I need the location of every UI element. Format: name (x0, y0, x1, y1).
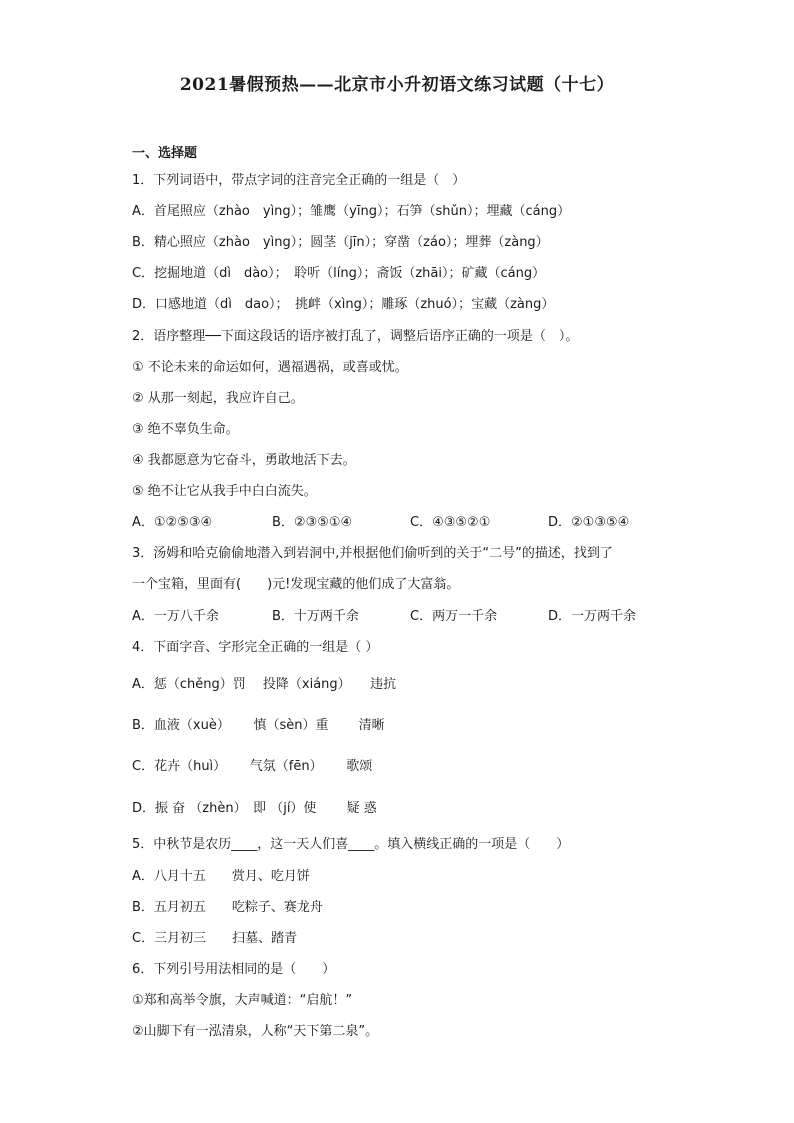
question-3-option-c: C．两万一千余 (410, 609, 498, 624)
question-5-stem: 5．中秋节是农历____，这一天人们喜____。填入横线正确的一项是（ ） (132, 837, 570, 852)
section-heading: 一、选择题 (132, 146, 198, 161)
question-6-stem: 6．下列引号用法相同的是（ ） (132, 962, 336, 977)
question-3-stem-line-1: 3．汤姆和哈克偷偷地潜入到岩洞中,并根据他们偷听到的关于“二号”的描述，找到了 (132, 546, 613, 561)
page-title: 2021暑假预热——北京市小升初语文练习试题（十七） (179, 75, 615, 95)
question-5-option-a: A．八月十五 赏月、吃月饼 (132, 869, 310, 884)
question-1-stem: 1．下列词语中，带点字词的注音完全正确的一组是（ ） (132, 173, 466, 188)
question-4-option-a: A．惩（chěng）罚 投降（xiáng） 违抗 (132, 677, 397, 692)
question-4-stem: 4．下面字音、字形完全正确的一组是（ ） (132, 640, 379, 655)
question-3-option-d: D．一万两千余 (548, 609, 637, 624)
question-2-option-d: D．②①③⑤④ (548, 515, 630, 530)
question-3-option-b: B．十万两千余 (272, 609, 359, 624)
question-2-stem: 2．语序整理──下面这段话的语序被打乱了，调整后语序正确的一项是（ ）。 (132, 329, 579, 344)
question-2-item-2: ② 从那一刻起，我应许自己。 (132, 391, 304, 406)
question-2-option-c: C．④③⑤②① (410, 515, 491, 530)
question-1-option-a: A．首尾照应（zhào yìng）；雏鹰（yīng）；石笋（shǔn）；埋藏（cáng） (132, 204, 571, 219)
question-2-option-b: B．②③⑤①④ (272, 515, 353, 530)
question-2-item-5: ⑤ 绝不让它从我手中白白流失。 (132, 484, 317, 499)
question-6-item-1: ①郑和高举令旗，大声喊道：“启航！” (132, 993, 353, 1008)
question-5-option-c: C．三月初三 扫墓、踏青 (132, 931, 298, 946)
question-1-option-c: C．挖掘地道（dì dào）； 聆听（líng）；斋饭（zhāi）；矿藏（cáng） (132, 266, 546, 281)
question-2-item-3: ③ 绝不辜负生命。 (132, 422, 239, 437)
question-4-option-d: D．振 奋 （zhèn） 即 （jí）使 疑 惑 (132, 801, 377, 816)
question-4-option-b: B．血液（xuè） 慎（sèn）重 清晰 (132, 718, 385, 733)
question-2-option-a: A．①②⑤③④ (132, 515, 213, 530)
question-2-item-1: ① 不论未来的命运如何，遇福遇祸，或喜或忧。 (132, 360, 408, 375)
question-6-item-2: ②山脚下有一泓清泉，人称“天下第二泉”。 (132, 1024, 379, 1039)
question-1-option-b: B．精心照应（zhào yìng）；圆茎（jīn）；穿凿（záo）；埋葬（zàng） (132, 235, 549, 250)
question-3-stem-line-2: 一个宝箱，里面有( )元!发现宝藏的他们成了大富翁。 (132, 577, 460, 592)
question-2-item-4: ④ 我都愿意为它奋斗，勇敢地活下去。 (132, 453, 356, 468)
question-1-option-d: D．口感地道（dì dao）； 挑衅（xìng）；雕琢（zhuó）；宝藏（zàng） (132, 297, 555, 312)
question-5-option-b: B．五月初五 吃粽子、赛龙舟 (132, 900, 323, 915)
question-3-option-a: A．一万八千余 (132, 609, 219, 624)
question-4-option-c: C．花卉（huì） 气氛（fēn） 歌颂 (132, 759, 373, 774)
